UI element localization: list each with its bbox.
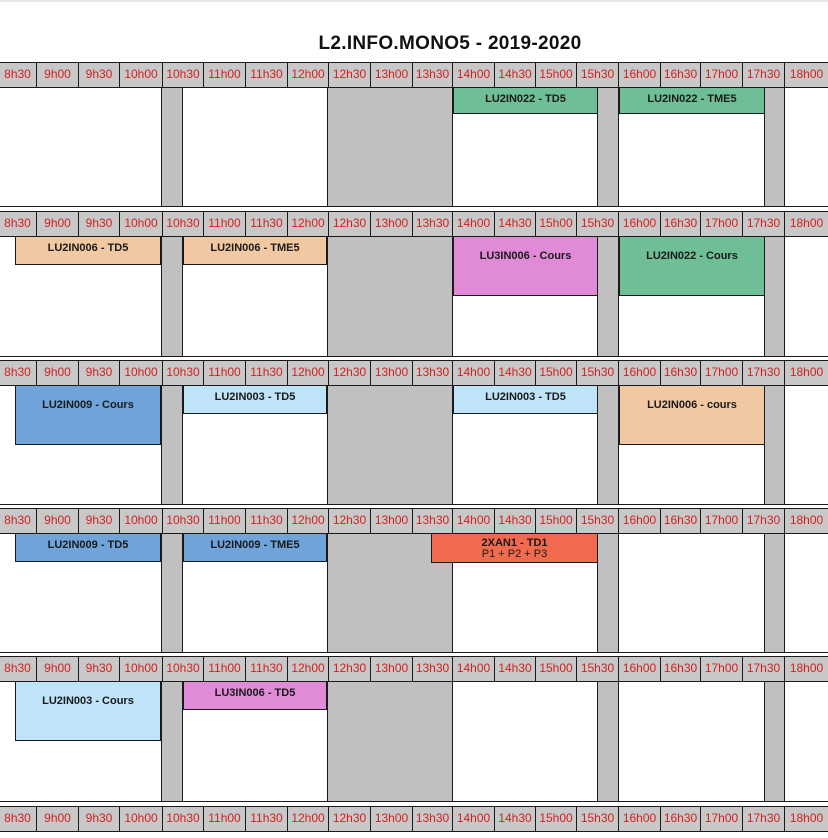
time-cell: 9h00 bbox=[36, 656, 79, 682]
time-cell: 16h30 bbox=[660, 806, 701, 832]
time-cell: 18h00 bbox=[784, 62, 828, 88]
course-label: LU2IN022 - TD5 bbox=[485, 93, 566, 105]
time-cell: 17h30 bbox=[742, 656, 785, 682]
time-slot bbox=[784, 237, 828, 357]
course-label: 2XAN1 - TD1 bbox=[481, 537, 548, 549]
time-cell: 13h00 bbox=[370, 508, 413, 534]
time-cell: 16h00 bbox=[618, 656, 661, 682]
time-cell: 10h30 bbox=[162, 656, 204, 682]
time-cell: 14h30 bbox=[494, 656, 536, 682]
time-cell: 16h30 bbox=[660, 656, 701, 682]
course-label: LU2IN003 - TD5 bbox=[485, 391, 566, 403]
time-cell: 9h30 bbox=[78, 806, 120, 832]
time-cell: 9h00 bbox=[36, 62, 79, 88]
time-cell: 13h30 bbox=[412, 806, 453, 832]
time-slot bbox=[784, 386, 828, 505]
time-cell: 18h00 bbox=[784, 806, 828, 832]
time-cell: 10h30 bbox=[162, 360, 204, 386]
day-row bbox=[0, 386, 828, 505]
time-cell: 17h00 bbox=[700, 806, 743, 832]
time-cell: 15h00 bbox=[535, 360, 577, 386]
course-label: LU2IN006 - TD5 bbox=[47, 242, 129, 254]
time-cell: 13h30 bbox=[412, 211, 453, 237]
time-cell: 10h30 bbox=[162, 62, 204, 88]
time-cell: 9h00 bbox=[36, 806, 79, 832]
break-bar bbox=[764, 682, 785, 802]
time-cell: 18h00 bbox=[784, 360, 828, 386]
course-label: LU3IN006 - TD5 bbox=[214, 687, 296, 699]
time-cell: 16h00 bbox=[618, 360, 661, 386]
time-cell: 12h30 bbox=[328, 806, 371, 832]
time-cell: 15h00 bbox=[535, 211, 577, 237]
time-cell: 16h00 bbox=[618, 508, 661, 534]
course-label: LU2IN009 - TD5 bbox=[47, 539, 129, 551]
day-row bbox=[0, 682, 828, 802]
time-cell: 11h00 bbox=[203, 806, 246, 832]
time-slot bbox=[618, 682, 765, 802]
time-cell: 15h30 bbox=[576, 508, 619, 534]
time-cell: 16h30 bbox=[660, 211, 701, 237]
course-label: LU2IN009 - Cours bbox=[42, 399, 134, 411]
time-slot bbox=[0, 88, 162, 207]
time-cell: 17h30 bbox=[742, 62, 785, 88]
time-cell: 12h00 bbox=[287, 211, 329, 237]
time-cell: 9h30 bbox=[78, 656, 120, 682]
time-cell: 8h30 bbox=[0, 508, 37, 534]
day-row bbox=[0, 237, 828, 357]
time-cell: 8h30 bbox=[0, 62, 37, 88]
break-bar bbox=[161, 237, 183, 357]
time-cell: 13h00 bbox=[370, 806, 413, 832]
time-cell: 15h30 bbox=[576, 656, 619, 682]
time-header-row bbox=[0, 656, 828, 682]
time-cell: 14h00 bbox=[452, 656, 495, 682]
time-cell: 14h00 bbox=[452, 806, 495, 832]
break-bar bbox=[597, 534, 619, 653]
time-cell: 9h30 bbox=[78, 508, 120, 534]
time-header-row bbox=[0, 62, 828, 88]
time-cell: 17h00 bbox=[700, 211, 743, 237]
time-cell: 14h30 bbox=[494, 508, 536, 534]
time-cell: 15h30 bbox=[576, 62, 619, 88]
time-cell: 17h30 bbox=[742, 211, 785, 237]
time-cell: 10h00 bbox=[119, 62, 163, 88]
time-cell: 16h00 bbox=[618, 62, 661, 88]
lunch-break-block bbox=[327, 682, 453, 802]
lunch-break-block bbox=[327, 237, 453, 357]
time-cell: 15h00 bbox=[535, 508, 577, 534]
time-cell: 9h00 bbox=[36, 360, 79, 386]
break-bar bbox=[597, 386, 619, 505]
time-cell: 17h00 bbox=[700, 656, 743, 682]
course-block bbox=[15, 533, 161, 562]
time-cell: 17h30 bbox=[742, 360, 785, 386]
course-block bbox=[183, 236, 327, 265]
time-cell: 12h30 bbox=[328, 62, 371, 88]
break-bar bbox=[161, 534, 183, 653]
time-slot bbox=[784, 534, 828, 653]
time-cell: 11h00 bbox=[203, 360, 246, 386]
time-cell: 18h00 bbox=[784, 211, 828, 237]
time-cell: 12h30 bbox=[328, 211, 371, 237]
time-cell: 18h00 bbox=[784, 656, 828, 682]
time-cell: 10h00 bbox=[119, 211, 163, 237]
break-bar bbox=[764, 237, 785, 357]
time-cell: 12h00 bbox=[287, 656, 329, 682]
time-cell: 12h00 bbox=[287, 806, 329, 832]
time-cell: 9h30 bbox=[78, 360, 120, 386]
course-block bbox=[15, 236, 161, 265]
top-border bbox=[0, 0, 828, 2]
time-cell: 10h00 bbox=[119, 656, 163, 682]
time-cell: 16h00 bbox=[618, 211, 661, 237]
time-cell: 8h30 bbox=[0, 656, 37, 682]
time-cell: 15h00 bbox=[535, 656, 577, 682]
time-cell: 17h00 bbox=[700, 62, 743, 88]
time-slot bbox=[784, 88, 828, 207]
time-cell: 11h00 bbox=[203, 211, 246, 237]
time-cell: 13h00 bbox=[370, 360, 413, 386]
break-bar bbox=[597, 682, 619, 802]
time-cell: 12h00 bbox=[287, 360, 329, 386]
time-cell: 11h30 bbox=[245, 508, 288, 534]
course-label: LU2IN006 - TME5 bbox=[210, 242, 300, 254]
course-label: LU2IN022 - Cours bbox=[646, 250, 738, 262]
time-cell: 17h00 bbox=[700, 508, 743, 534]
day-row bbox=[0, 534, 828, 653]
course-block bbox=[619, 87, 765, 114]
break-bar bbox=[597, 237, 619, 357]
time-cell: 11h00 bbox=[203, 62, 246, 88]
time-cell: 11h30 bbox=[245, 211, 288, 237]
course-label: LU2IN009 - TME5 bbox=[210, 539, 300, 551]
time-slot bbox=[618, 534, 765, 653]
course-block bbox=[183, 385, 327, 414]
course-label: LU2IN022 - TME5 bbox=[647, 93, 737, 105]
time-header-row bbox=[0, 360, 828, 386]
time-cell: 10h00 bbox=[119, 806, 163, 832]
course-block bbox=[453, 385, 598, 414]
time-cell: 11h30 bbox=[245, 360, 288, 386]
time-cell: 14h00 bbox=[452, 211, 495, 237]
lunch-break-block bbox=[327, 386, 453, 505]
course-groups: P1 + P2 + P3 bbox=[481, 548, 548, 560]
time-cell: 14h30 bbox=[494, 211, 536, 237]
course-label: LU2IN006 - cours bbox=[647, 399, 737, 411]
time-cell: 15h30 bbox=[576, 360, 619, 386]
time-slot bbox=[182, 88, 328, 207]
time-header-row bbox=[0, 508, 828, 534]
break-bar bbox=[161, 386, 183, 505]
course-label: LU3IN006 - Cours bbox=[479, 250, 572, 262]
time-cell: 8h30 bbox=[0, 806, 37, 832]
time-cell: 16h30 bbox=[660, 62, 701, 88]
course-block bbox=[431, 533, 598, 563]
time-cell: 15h30 bbox=[576, 211, 619, 237]
time-cell: 15h00 bbox=[535, 62, 577, 88]
time-cell: 13h00 bbox=[370, 211, 413, 237]
time-cell: 13h30 bbox=[412, 508, 453, 534]
time-cell: 9h00 bbox=[36, 508, 79, 534]
course-block bbox=[619, 236, 765, 296]
time-cell: 18h00 bbox=[784, 508, 828, 534]
break-bar bbox=[764, 386, 785, 505]
time-header-row bbox=[0, 806, 828, 832]
course-block bbox=[183, 681, 327, 710]
time-cell: 8h30 bbox=[0, 360, 37, 386]
time-cell: 9h00 bbox=[36, 211, 79, 237]
time-cell: 9h30 bbox=[78, 62, 120, 88]
course-block bbox=[15, 385, 161, 445]
time-cell: 11h30 bbox=[245, 62, 288, 88]
course-block bbox=[453, 87, 598, 114]
time-cell: 14h30 bbox=[494, 360, 536, 386]
break-bar bbox=[764, 88, 785, 207]
time-cell: 16h30 bbox=[660, 508, 701, 534]
time-cell: 11h00 bbox=[203, 656, 246, 682]
time-cell: 17h30 bbox=[742, 806, 785, 832]
time-cell: 16h30 bbox=[660, 360, 701, 386]
time-cell: 15h30 bbox=[576, 806, 619, 832]
time-cell: 12h00 bbox=[287, 508, 329, 534]
break-bar bbox=[597, 88, 619, 207]
page-title: L2.INFO.MONO5 - 2019-2020 bbox=[318, 33, 582, 54]
course-block bbox=[183, 533, 327, 562]
time-cell: 14h00 bbox=[452, 62, 495, 88]
time-slot bbox=[452, 682, 599, 802]
time-cell: 14h30 bbox=[494, 806, 536, 832]
time-cell: 12h30 bbox=[328, 360, 371, 386]
break-bar bbox=[161, 88, 183, 207]
time-cell: 11h30 bbox=[245, 806, 288, 832]
time-cell: 14h00 bbox=[452, 508, 495, 534]
time-cell: 14h30 bbox=[494, 62, 536, 88]
day-row bbox=[0, 88, 828, 207]
time-cell: 12h30 bbox=[328, 656, 371, 682]
time-cell: 12h30 bbox=[328, 508, 371, 534]
time-cell: 8h30 bbox=[0, 211, 37, 237]
time-cell: 16h00 bbox=[618, 806, 661, 832]
course-block bbox=[453, 236, 598, 296]
time-cell: 13h30 bbox=[412, 656, 453, 682]
time-cell: 13h30 bbox=[412, 62, 453, 88]
time-cell: 17h30 bbox=[742, 508, 785, 534]
time-cell: 9h30 bbox=[78, 211, 120, 237]
lunch-break-block bbox=[327, 88, 453, 207]
break-bar bbox=[161, 682, 183, 802]
time-cell: 13h00 bbox=[370, 656, 413, 682]
time-cell: 11h00 bbox=[203, 508, 246, 534]
time-header-row bbox=[0, 211, 828, 237]
time-cell: 10h30 bbox=[162, 806, 204, 832]
time-cell: 13h00 bbox=[370, 62, 413, 88]
time-cell: 10h30 bbox=[162, 211, 204, 237]
course-label: LU2IN003 - TD5 bbox=[214, 391, 296, 403]
time-cell: 10h30 bbox=[162, 508, 204, 534]
time-cell: 15h00 bbox=[535, 806, 577, 832]
course-block bbox=[619, 385, 765, 445]
course-label: LU2IN003 - Cours bbox=[42, 695, 134, 707]
time-cell: 10h00 bbox=[119, 360, 163, 386]
course-block bbox=[15, 681, 161, 741]
time-cell: 17h00 bbox=[700, 360, 743, 386]
break-bar bbox=[764, 534, 785, 653]
time-slot bbox=[784, 682, 828, 802]
time-cell: 14h00 bbox=[452, 360, 495, 386]
time-cell: 11h30 bbox=[245, 656, 288, 682]
time-cell: 10h00 bbox=[119, 508, 163, 534]
time-cell: 12h00 bbox=[287, 62, 329, 88]
time-cell: 13h30 bbox=[412, 360, 453, 386]
